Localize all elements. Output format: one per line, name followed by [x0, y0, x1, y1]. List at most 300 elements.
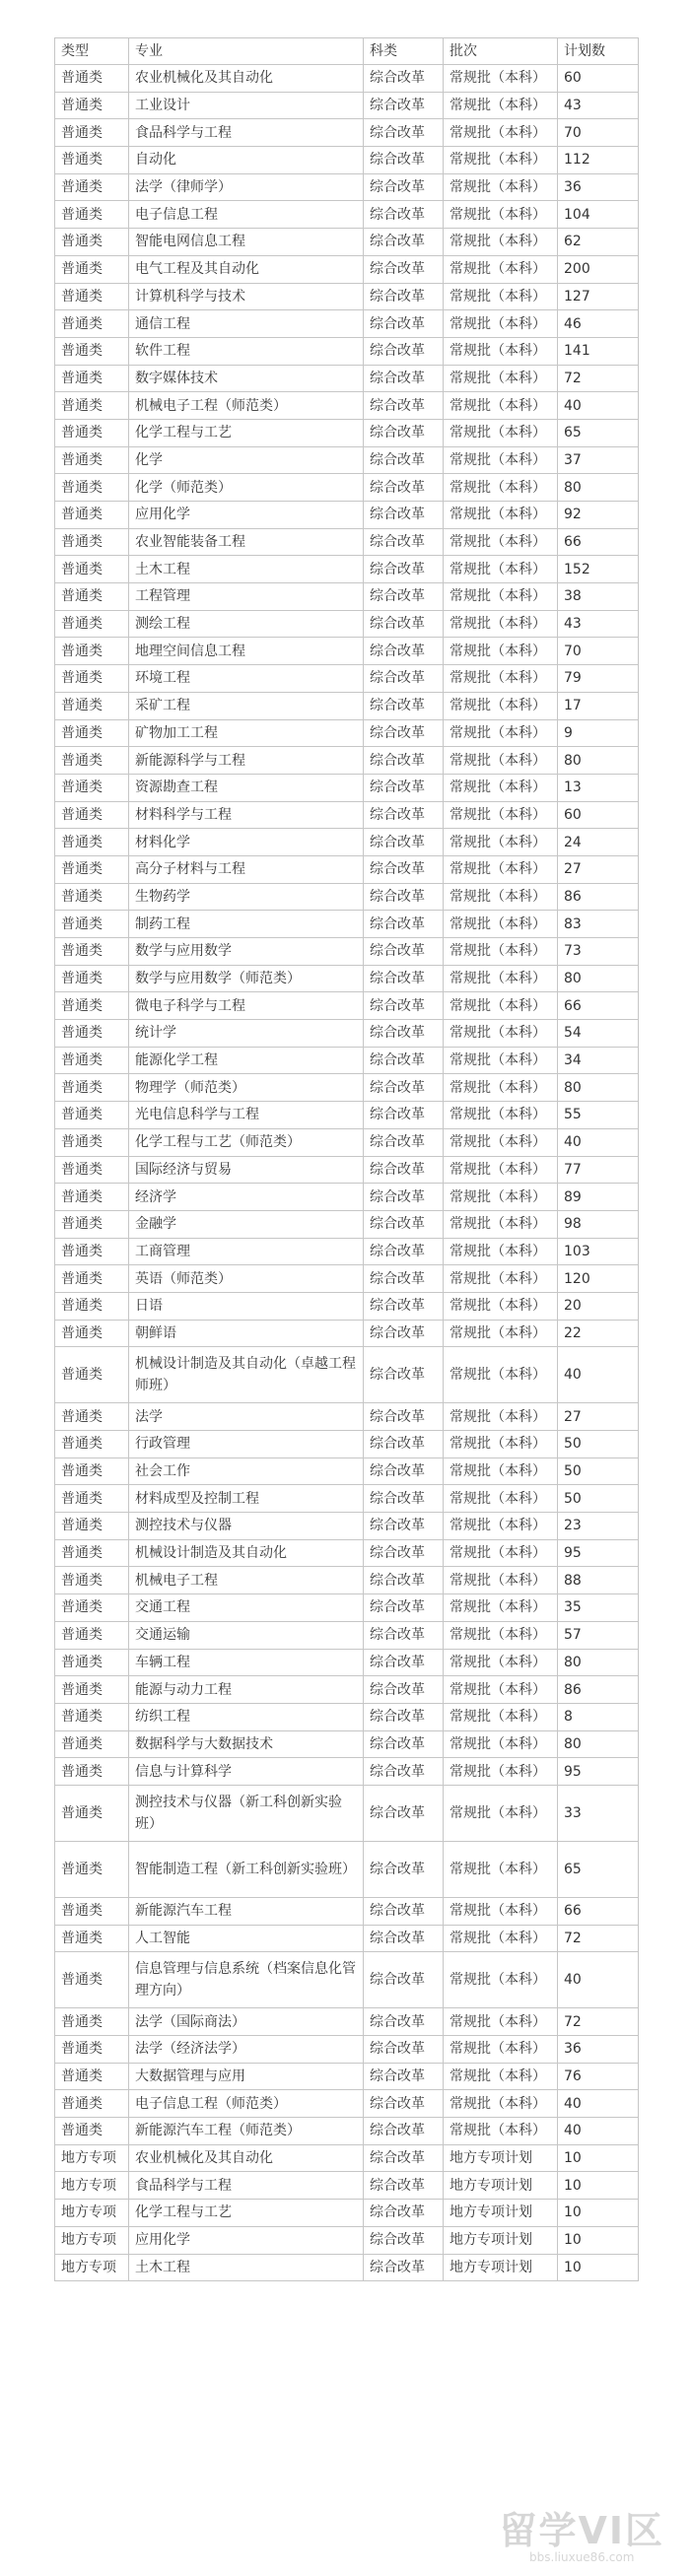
cell-subject: 综合改革	[364, 419, 444, 446]
cell-type: 地方专项	[55, 2200, 129, 2227]
cell-major: 测绘工程	[129, 610, 364, 638]
cell-batch: 常规批（本科）	[444, 201, 558, 229]
cell-type: 普通类	[55, 774, 129, 801]
cell-type: 普通类	[55, 1649, 129, 1676]
cell-batch: 常规批（本科）	[444, 502, 558, 529]
cell-type: 普通类	[55, 1785, 129, 1841]
cell-subject: 综合改革	[364, 337, 444, 365]
table-row	[55, 446, 639, 474]
cell-type: 普通类	[55, 938, 129, 966]
table-row	[55, 1184, 639, 1211]
cell-type: 普通类	[55, 392, 129, 420]
table-row	[55, 883, 639, 911]
cell-batch: 常规批（本科）	[444, 1347, 558, 1403]
cell-plan-count: 34	[558, 1047, 639, 1074]
cell-major: 化学工程与工艺（师范类）	[129, 1128, 364, 1156]
cell-type: 普通类	[55, 1292, 129, 1320]
cell-batch: 常规批（本科）	[444, 1539, 558, 1567]
cell-batch: 常规批（本科）	[444, 911, 558, 938]
table-row	[55, 2200, 639, 2227]
table-row	[55, 2226, 639, 2254]
cell-plan-count: 200	[558, 255, 639, 283]
cell-subject: 综合改革	[364, 1102, 444, 1129]
table-row	[55, 965, 639, 992]
cell-subject: 综合改革	[364, 829, 444, 856]
cell-subject: 综合改革	[364, 801, 444, 829]
cell-subject: 综合改革	[364, 1431, 444, 1458]
cell-subject: 综合改革	[364, 201, 444, 229]
cell-batch: 常规批（本科）	[444, 665, 558, 693]
table-row	[55, 2036, 639, 2064]
cell-major: 经济学	[129, 1184, 364, 1211]
cell-type: 普通类	[55, 1210, 129, 1238]
cell-batch: 常规批（本科）	[444, 583, 558, 611]
table-row	[55, 1238, 639, 1265]
cell-batch: 常规批（本科）	[444, 1925, 558, 1952]
cell-batch: 常规批（本科）	[444, 1210, 558, 1238]
cell-batch: 常规批（本科）	[444, 801, 558, 829]
cell-plan-count: 10	[558, 2254, 639, 2281]
cell-major: 数学与应用数学（师范类）	[129, 965, 364, 992]
cell-batch: 常规批（本科）	[444, 1758, 558, 1786]
cell-batch: 常规批（本科）	[444, 1567, 558, 1594]
cell-batch: 常规批（本科）	[444, 719, 558, 747]
cell-major: 材料成型及控制工程	[129, 1485, 364, 1513]
cell-subject: 综合改革	[364, 610, 444, 638]
cell-type: 普通类	[55, 1074, 129, 1102]
cell-plan-count: 33	[558, 1785, 639, 1841]
table-row	[55, 1703, 639, 1730]
cell-major: 工程管理	[129, 583, 364, 611]
cell-plan-count: 50	[558, 1457, 639, 1485]
cell-major: 软件工程	[129, 337, 364, 365]
cell-type: 地方专项	[55, 2254, 129, 2281]
cell-plan-count: 10	[558, 2144, 639, 2172]
cell-major: 大数据管理与应用	[129, 2063, 364, 2090]
cell-plan-count: 80	[558, 474, 639, 502]
cell-batch: 地方专项计划	[444, 2200, 558, 2227]
cell-major: 金融学	[129, 1210, 364, 1238]
cell-subject: 综合改革	[364, 147, 444, 174]
cell-major: 高分子材料与工程	[129, 855, 364, 883]
table-row	[55, 801, 639, 829]
cell-batch: 常规批（本科）	[444, 2118, 558, 2145]
cell-plan-count: 80	[558, 1649, 639, 1676]
cell-subject: 综合改革	[364, 1785, 444, 1841]
cell-batch: 地方专项计划	[444, 2254, 558, 2281]
cell-major: 统计学	[129, 1020, 364, 1048]
cell-type: 地方专项	[55, 2226, 129, 2254]
cell-plan-count: 141	[558, 337, 639, 365]
cell-type: 普通类	[55, 583, 129, 611]
cell-plan-count: 24	[558, 829, 639, 856]
cell-plan-count: 36	[558, 2036, 639, 2064]
cell-subject: 综合改革	[364, 2036, 444, 2064]
cell-subject: 综合改革	[364, 638, 444, 665]
cell-batch: 常规批（本科）	[444, 855, 558, 883]
cell-batch: 常规批（本科）	[444, 883, 558, 911]
cell-major: 化学	[129, 446, 364, 474]
cell-major: 新能源汽车工程	[129, 1897, 364, 1925]
cell-type: 普通类	[55, 1539, 129, 1567]
cell-major: 生物药学	[129, 883, 364, 911]
cell-type: 普通类	[55, 1952, 129, 2008]
cell-plan-count: 57	[558, 1621, 639, 1649]
cell-major: 食品科学与工程	[129, 2172, 364, 2200]
cell-type: 普通类	[55, 1238, 129, 1265]
cell-type: 普通类	[55, 638, 129, 665]
cell-plan-count: 27	[558, 1403, 639, 1431]
cell-plan-count: 77	[558, 1156, 639, 1184]
cell-type: 普通类	[55, 229, 129, 256]
cell-major: 人工智能	[129, 1925, 364, 1952]
cell-type: 普通类	[55, 502, 129, 529]
table-row	[55, 528, 639, 556]
table-row	[55, 255, 639, 283]
cell-subject: 综合改革	[364, 229, 444, 256]
cell-plan-count: 103	[558, 1238, 639, 1265]
cell-major: 土木工程	[129, 556, 364, 583]
cell-type: 普通类	[55, 1758, 129, 1786]
table-row	[55, 229, 639, 256]
table-row	[55, 1156, 639, 1184]
cell-plan-count: 70	[558, 638, 639, 665]
table-row	[55, 2090, 639, 2118]
cell-type: 普通类	[55, 2063, 129, 2090]
cell-major: 新能源科学与工程	[129, 747, 364, 775]
cell-batch: 常规批（本科）	[444, 1238, 558, 1265]
cell-plan-count: 40	[558, 1347, 639, 1403]
table-row	[55, 2118, 639, 2145]
cell-batch: 常规批（本科）	[444, 119, 558, 147]
cell-type: 普通类	[55, 1676, 129, 1704]
cell-batch: 常规批（本科）	[444, 283, 558, 310]
table-row	[55, 1265, 639, 1293]
cell-plan-count: 20	[558, 1292, 639, 1320]
cell-plan-count: 60	[558, 65, 639, 93]
cell-batch: 常规批（本科）	[444, 1047, 558, 1074]
cell-major: 日语	[129, 1292, 364, 1320]
cell-plan-count: 50	[558, 1431, 639, 1458]
table-row	[55, 1539, 639, 1567]
table-row	[55, 474, 639, 502]
table-row	[55, 1403, 639, 1431]
cell-plan-count: 72	[558, 365, 639, 392]
cell-plan-count: 88	[558, 1567, 639, 1594]
cell-batch: 常规批（本科）	[444, 692, 558, 719]
cell-major: 应用化学	[129, 502, 364, 529]
admission-plan-table	[54, 37, 639, 2281]
cell-major: 应用化学	[129, 2226, 364, 2254]
cell-subject: 综合改革	[364, 2008, 444, 2036]
cell-batch: 常规批（本科）	[444, 1320, 558, 1347]
cell-major: 农业机械化及其自动化	[129, 2144, 364, 2172]
cell-major: 制药工程	[129, 911, 364, 938]
cell-plan-count: 72	[558, 1925, 639, 1952]
cell-subject: 综合改革	[364, 2200, 444, 2227]
header-subject: 科类	[364, 38, 444, 65]
table-row	[55, 1785, 639, 1841]
cell-type: 普通类	[55, 1703, 129, 1730]
table-row	[55, 1567, 639, 1594]
cell-plan-count: 83	[558, 911, 639, 938]
cell-major: 电子信息工程（师范类）	[129, 2090, 364, 2118]
cell-major: 土木工程	[129, 2254, 364, 2281]
cell-major: 化学工程与工艺	[129, 419, 364, 446]
cell-type: 普通类	[55, 719, 129, 747]
cell-major: 地理空间信息工程	[129, 638, 364, 665]
cell-batch: 常规批（本科）	[444, 1730, 558, 1758]
cell-subject: 综合改革	[364, 2226, 444, 2254]
cell-subject: 综合改革	[364, 1403, 444, 1431]
cell-subject: 综合改革	[364, 2118, 444, 2145]
table-row	[55, 1210, 639, 1238]
cell-plan-count: 46	[558, 310, 639, 338]
cell-batch: 常规批（本科）	[444, 610, 558, 638]
cell-plan-count: 13	[558, 774, 639, 801]
cell-type: 地方专项	[55, 2172, 129, 2200]
table-row	[55, 1897, 639, 1925]
cell-batch: 常规批（本科）	[444, 1485, 558, 1513]
cell-subject: 综合改革	[364, 1952, 444, 2008]
cell-subject: 综合改革	[364, 2172, 444, 2200]
cell-major: 矿物加工工程	[129, 719, 364, 747]
table-row	[55, 419, 639, 446]
cell-type: 普通类	[55, 1485, 129, 1513]
cell-major: 工业设计	[129, 92, 364, 119]
table-body	[55, 65, 639, 2281]
cell-major: 食品科学与工程	[129, 119, 364, 147]
cell-batch: 常规批（本科）	[444, 965, 558, 992]
cell-plan-count: 152	[558, 556, 639, 583]
cell-type: 普通类	[55, 147, 129, 174]
cell-plan-count: 55	[558, 1102, 639, 1129]
cell-type: 普通类	[55, 365, 129, 392]
cell-subject: 综合改革	[364, 1074, 444, 1102]
cell-major: 英语（师范类）	[129, 1265, 364, 1293]
cell-subject: 综合改革	[364, 1128, 444, 1156]
cell-subject: 综合改革	[364, 1292, 444, 1320]
cell-plan-count: 10	[558, 2226, 639, 2254]
cell-subject: 综合改革	[364, 255, 444, 283]
cell-type: 普通类	[55, 1841, 129, 1897]
cell-type: 普通类	[55, 1513, 129, 1540]
cell-major: 化学（师范类）	[129, 474, 364, 502]
cell-plan-count: 66	[558, 992, 639, 1020]
cell-batch: 常规批（本科）	[444, 337, 558, 365]
cell-plan-count: 66	[558, 528, 639, 556]
cell-batch: 常规批（本科）	[444, 938, 558, 966]
cell-major: 智能电网信息工程	[129, 229, 364, 256]
table-row	[55, 556, 639, 583]
cell-type: 普通类	[55, 92, 129, 119]
cell-subject: 综合改革	[364, 1649, 444, 1676]
cell-type: 地方专项	[55, 2144, 129, 2172]
cell-subject: 综合改革	[364, 392, 444, 420]
cell-type: 普通类	[55, 65, 129, 93]
table-row	[55, 310, 639, 338]
admission-plan-table-container	[54, 37, 638, 2281]
cell-plan-count: 65	[558, 419, 639, 446]
table-row	[55, 365, 639, 392]
table-row	[55, 2172, 639, 2200]
cell-batch: 常规批（本科）	[444, 92, 558, 119]
cell-plan-count: 95	[558, 1758, 639, 1786]
cell-subject: 综合改革	[364, 719, 444, 747]
cell-major: 法学（国际商法）	[129, 2008, 364, 2036]
cell-batch: 常规批（本科）	[444, 2090, 558, 2118]
cell-subject: 综合改革	[364, 911, 444, 938]
cell-plan-count: 40	[558, 1952, 639, 2008]
cell-type: 普通类	[55, 1925, 129, 1952]
cell-plan-count: 62	[558, 229, 639, 256]
cell-subject: 综合改革	[364, 1210, 444, 1238]
table-row	[55, 938, 639, 966]
cell-batch: 地方专项计划	[444, 2144, 558, 2172]
cell-type: 普通类	[55, 665, 129, 693]
cell-subject: 综合改革	[364, 692, 444, 719]
cell-plan-count: 86	[558, 1676, 639, 1704]
table-row	[55, 1347, 639, 1403]
cell-batch: 常规批（本科）	[444, 1020, 558, 1048]
cell-batch: 常规批（本科）	[444, 1128, 558, 1156]
cell-subject: 综合改革	[364, 1676, 444, 1704]
cell-plan-count: 22	[558, 1320, 639, 1347]
cell-type: 普通类	[55, 1567, 129, 1594]
cell-type: 普通类	[55, 2090, 129, 2118]
cell-subject: 综合改革	[364, 1621, 444, 1649]
cell-type: 普通类	[55, 855, 129, 883]
cell-subject: 综合改革	[364, 474, 444, 502]
table-row	[55, 1320, 639, 1347]
cell-major: 电子信息工程	[129, 201, 364, 229]
cell-subject: 综合改革	[364, 1238, 444, 1265]
cell-plan-count: 89	[558, 1184, 639, 1211]
cell-major: 朝鲜语	[129, 1320, 364, 1347]
cell-type: 普通类	[55, 1431, 129, 1458]
cell-major: 微电子科学与工程	[129, 992, 364, 1020]
cell-major: 化学工程与工艺	[129, 2200, 364, 2227]
table-row	[55, 147, 639, 174]
cell-plan-count: 120	[558, 1265, 639, 1293]
table-row	[55, 638, 639, 665]
cell-major: 材料科学与工程	[129, 801, 364, 829]
cell-subject: 综合改革	[364, 2144, 444, 2172]
cell-type: 普通类	[55, 255, 129, 283]
cell-batch: 常规批（本科）	[444, 173, 558, 201]
cell-type: 普通类	[55, 201, 129, 229]
cell-major: 资源勘查工程	[129, 774, 364, 801]
cell-major: 测控技术与仪器	[129, 1513, 364, 1540]
cell-plan-count: 80	[558, 965, 639, 992]
cell-type: 普通类	[55, 2036, 129, 2064]
cell-plan-count: 27	[558, 855, 639, 883]
cell-major: 信息管理与信息系统（档案信息化管理方向）	[129, 1952, 364, 2008]
cell-subject: 综合改革	[364, 2063, 444, 2090]
table-row	[55, 1047, 639, 1074]
cell-major: 电气工程及其自动化	[129, 255, 364, 283]
cell-batch: 常规批（本科）	[444, 65, 558, 93]
header-major: 专业	[129, 38, 364, 65]
table-row	[55, 2063, 639, 2090]
cell-plan-count: 40	[558, 2090, 639, 2118]
cell-plan-count: 73	[558, 938, 639, 966]
cell-major: 数字媒体技术	[129, 365, 364, 392]
cell-batch: 常规批（本科）	[444, 147, 558, 174]
table-row	[55, 1431, 639, 1458]
watermark-text: 留学VI区	[499, 2509, 664, 2552]
cell-major: 机械设计制造及其自动化（卓越工程师班）	[129, 1347, 364, 1403]
table-row	[55, 1457, 639, 1485]
cell-plan-count: 43	[558, 610, 639, 638]
cell-major: 环境工程	[129, 665, 364, 693]
cell-major: 交通运输	[129, 1621, 364, 1649]
cell-subject: 综合改革	[364, 1758, 444, 1786]
table-row	[55, 855, 639, 883]
cell-batch: 常规批（本科）	[444, 528, 558, 556]
cell-subject: 综合改革	[364, 1320, 444, 1347]
cell-major: 采矿工程	[129, 692, 364, 719]
cell-plan-count: 37	[558, 446, 639, 474]
cell-batch: 常规批（本科）	[444, 1621, 558, 1649]
cell-batch: 常规批（本科）	[444, 829, 558, 856]
cell-batch: 常规批（本科）	[444, 1897, 558, 1925]
cell-type: 普通类	[55, 911, 129, 938]
cell-major: 农业智能装备工程	[129, 528, 364, 556]
cell-major: 国际经济与贸易	[129, 1156, 364, 1184]
table-row	[55, 502, 639, 529]
cell-subject: 综合改革	[364, 283, 444, 310]
cell-subject: 综合改革	[364, 1020, 444, 1048]
cell-type: 普通类	[55, 1621, 129, 1649]
table-row	[55, 1925, 639, 1952]
table-row	[55, 1102, 639, 1129]
cell-plan-count: 43	[558, 92, 639, 119]
table-row	[55, 610, 639, 638]
cell-plan-count: 72	[558, 2008, 639, 2036]
cell-major: 工商管理	[129, 1238, 364, 1265]
cell-batch: 常规批（本科）	[444, 556, 558, 583]
cell-plan-count: 40	[558, 2118, 639, 2145]
cell-major: 交通工程	[129, 1594, 364, 1622]
cell-subject: 综合改革	[364, 1265, 444, 1293]
cell-type: 普通类	[55, 1897, 129, 1925]
cell-subject: 综合改革	[364, 2090, 444, 2118]
cell-major: 光电信息科学与工程	[129, 1102, 364, 1129]
cell-major: 能源化学工程	[129, 1047, 364, 1074]
cell-type: 普通类	[55, 1347, 129, 1403]
table-row	[55, 692, 639, 719]
cell-batch: 常规批（本科）	[444, 774, 558, 801]
cell-plan-count: 86	[558, 883, 639, 911]
cell-batch: 常规批（本科）	[444, 2063, 558, 2090]
cell-batch: 常规批（本科）	[444, 1184, 558, 1211]
cell-type: 普通类	[55, 610, 129, 638]
table-row	[55, 1485, 639, 1513]
cell-batch: 常规批（本科）	[444, 992, 558, 1020]
cell-batch: 常规批（本科）	[444, 638, 558, 665]
table-row	[55, 1952, 639, 2008]
cell-batch: 常规批（本科）	[444, 1457, 558, 1485]
cell-type: 普通类	[55, 801, 129, 829]
cell-plan-count: 70	[558, 119, 639, 147]
cell-plan-count: 8	[558, 1703, 639, 1730]
table-row	[55, 1074, 639, 1102]
table-row	[55, 1676, 639, 1704]
cell-subject: 综合改革	[364, 883, 444, 911]
cell-major: 数据科学与大数据技术	[129, 1730, 364, 1758]
cell-batch: 常规批（本科）	[444, 446, 558, 474]
